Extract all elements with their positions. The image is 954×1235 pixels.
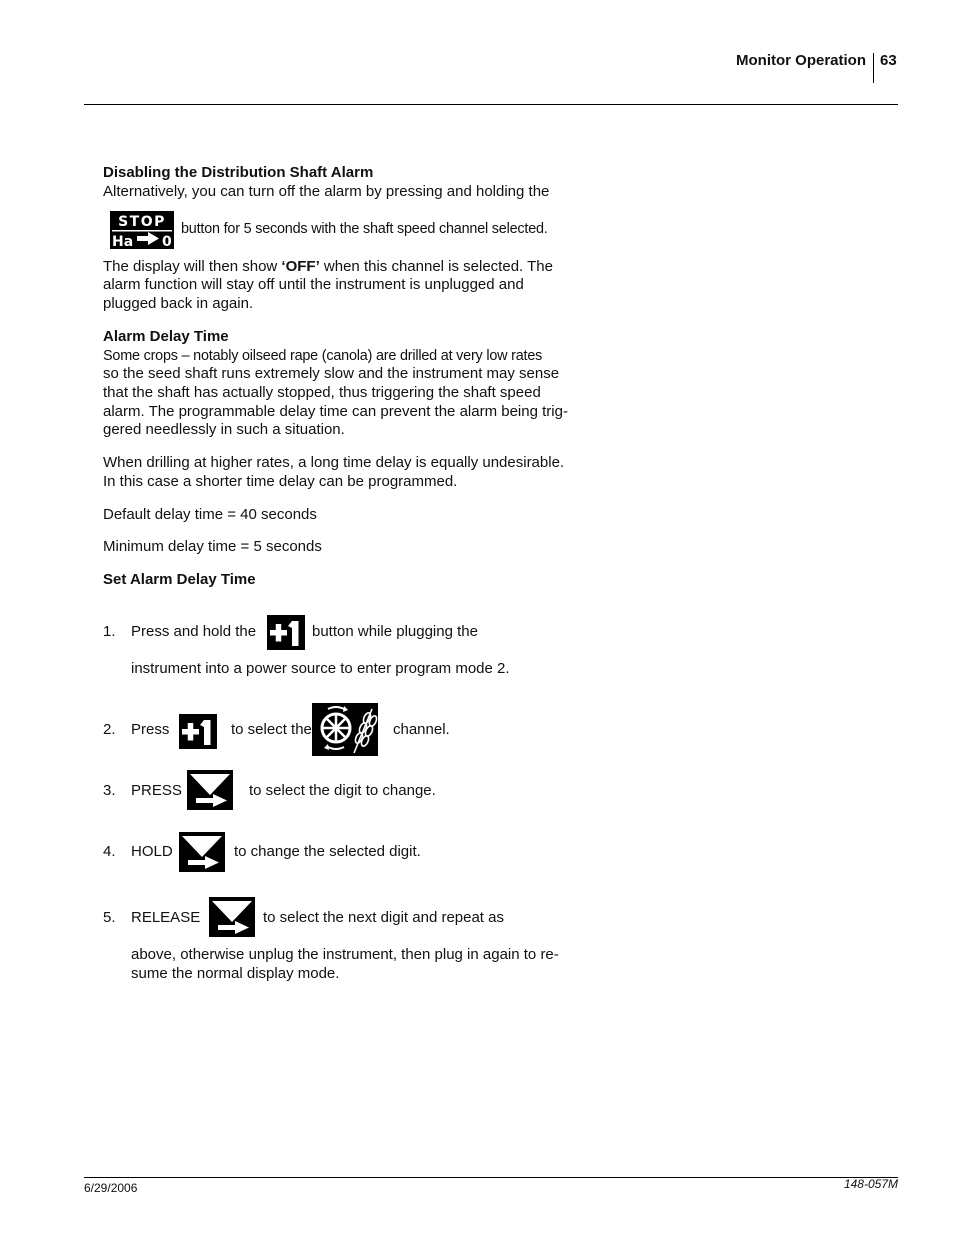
down-arrow-enter-icon: [209, 897, 255, 937]
section-heading-disabling-alarm: Disabling the Distribution Shaft Alarm: [103, 164, 374, 181]
section-heading-set-alarm-delay: Set Alarm Delay Time: [103, 571, 256, 588]
text-fragment: The display will then show: [103, 258, 282, 275]
step-text: RELEASE: [131, 909, 201, 926]
plus-one-icon: [179, 714, 217, 749]
step-number: 1.: [103, 623, 116, 640]
step-text: HOLD: [131, 843, 173, 860]
minimum-delay-text: Minimum delay time = 5 seconds: [103, 538, 322, 555]
ha-icon-text: Ha: [112, 234, 134, 249]
step-number: 5.: [103, 909, 116, 926]
body-text: alarm. The programmable delay time can prevent the alarm being trig-: [103, 403, 568, 420]
plus-one-icon: [267, 615, 305, 650]
body-text: gered needlessly in such a situation.: [103, 421, 345, 438]
body-text: plugged back in again.: [103, 295, 254, 312]
down-arrow-enter-icon: [179, 832, 225, 872]
off-keyword: ‘OFF’: [281, 258, 320, 275]
shaft-speed-crop-icon: [312, 703, 378, 756]
stop-icon-text: STOP: [118, 214, 166, 230]
step-text: instrument into a power source to enter program mode 2.: [131, 660, 510, 677]
body-text: In this case a shorter time delay can be programmed.: [103, 473, 458, 490]
zero-icon-text: 0: [162, 234, 172, 249]
step-text: Press: [131, 721, 170, 738]
step-number: 4.: [103, 843, 116, 860]
footer-date: 6/29/2006: [84, 1181, 138, 1195]
default-delay-text: Default delay time = 40 seconds: [103, 506, 317, 523]
running-header-title: Monitor Operation: [736, 52, 866, 69]
header-divider: [873, 53, 874, 83]
step-number: 3.: [103, 782, 116, 799]
body-text: Some crops – notably oilseed rape (canola) are drilled at very low rates: [103, 348, 543, 364]
body-text: When drilling at higher rates, a long time delay is equally undesirable.: [103, 454, 565, 471]
footer-rule: [84, 1177, 898, 1178]
step-text: Press and hold the: [131, 623, 257, 640]
page-number: 63: [880, 52, 897, 69]
step-text: above, otherwise unplug the instrument, then plug in again to re-: [131, 946, 559, 963]
step-text: sume the normal display mode.: [131, 965, 340, 982]
step-text: to select the next digit and repeat as: [263, 909, 504, 926]
body-text: Alternatively, you can turn off the alarm by pressing and holding the: [103, 183, 550, 200]
down-arrow-enter-icon: [187, 770, 233, 810]
text-fragment: when this channel is selected. The: [319, 258, 553, 275]
step-text: channel.: [393, 721, 450, 738]
stop-ha-zero-icon: [110, 211, 174, 249]
step-number: 2.: [103, 721, 116, 738]
section-heading-alarm-delay: Alarm Delay Time: [103, 328, 229, 345]
body-text: that the shaft has actually stopped, thus triggering the shaft speed: [103, 384, 541, 401]
step-text: to select the digit to change.: [249, 782, 436, 799]
step-text: to change the selected digit.: [234, 843, 421, 860]
footer-doc-number: 148-057M: [843, 1177, 898, 1191]
header-rule: [84, 104, 898, 105]
body-text: so the seed shaft runs extremely slow and the instrument may sense: [103, 365, 560, 382]
body-text: [103, 258, 553, 277]
body-text: button for 5 seconds with the shaft speed channel selected.: [181, 221, 548, 237]
step-text: button while plugging the: [312, 623, 478, 640]
step-text: PRESS: [131, 782, 182, 799]
step-text: to select the: [231, 721, 312, 738]
body-text: alarm function will stay off until the instrument is unplugged and: [103, 276, 524, 293]
